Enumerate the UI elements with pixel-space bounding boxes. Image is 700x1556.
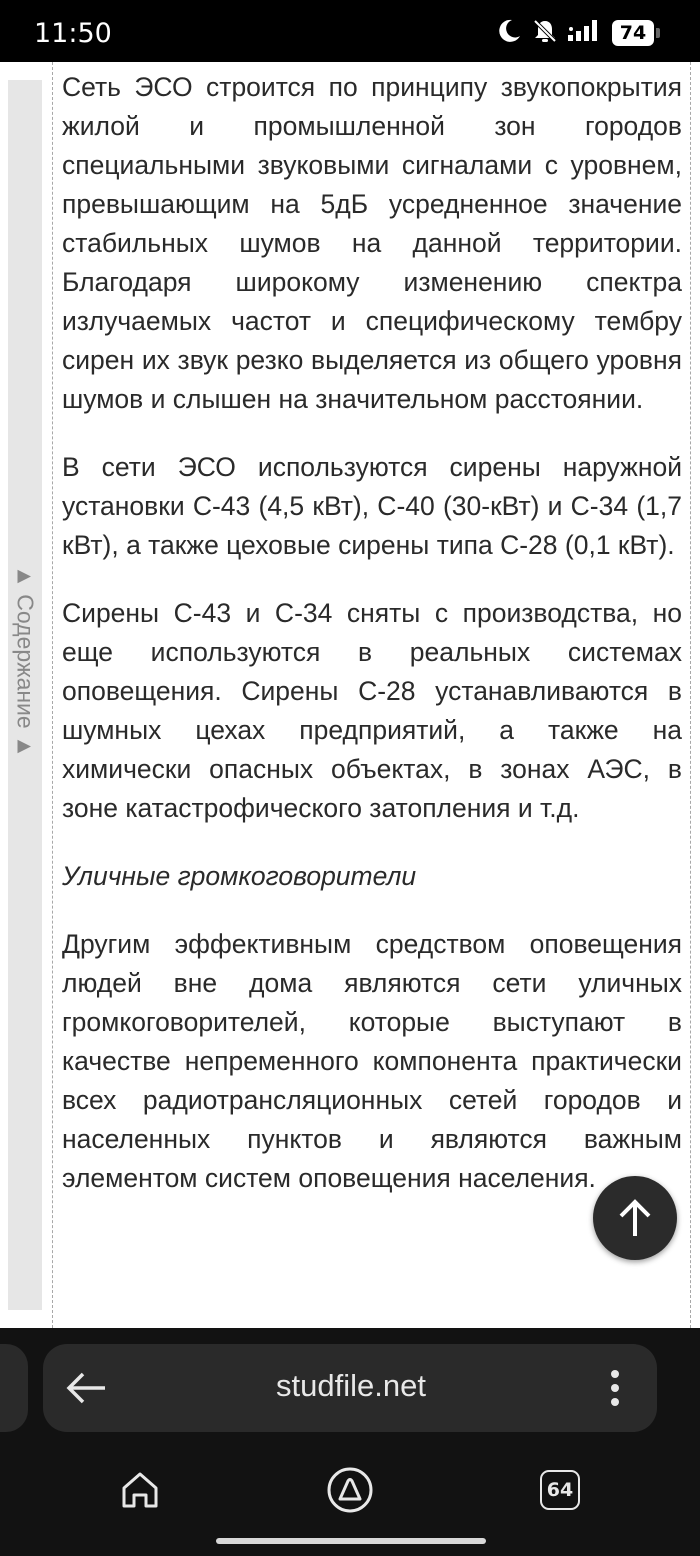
gesture-bar[interactable]: [216, 1538, 486, 1544]
content-border-left: [52, 62, 53, 1328]
article-paragraph: В сети ЭСО используются сирены наружной установки С-43 (4,5 кВт), С-40 (30-кВт) и С-34 (1,7 кВт), а также цеховые сирены типа С-28 (0,1 кВт).: [62, 452, 682, 560]
scroll-to-top-button[interactable]: [593, 1176, 677, 1260]
section-heading: Уличные громкоговорители: [62, 861, 417, 891]
status-bar: [0, 0, 700, 62]
article-paragraph: Сирены С-43 и С-34 сняты с производства, но еще используются в реальных системах оповещения. Сирены С-28 устанавливаются в шумных цехах предприятий, а также на химически опасных объектах, в зонах АЭС, в зоне катастрофического затопления и т.д.: [62, 598, 682, 823]
signal-icon: [568, 19, 602, 47]
moon-icon: [496, 18, 522, 48]
browser-toolbar: [0, 1328, 700, 1448]
article-paragraph: Другим эффективным средством оповещения людей вне дома являются сети уличных громкоговорителей, которые выступают в качестве непременного компонента практически всех радиотрансляционных сетей городов и населенных пунктов и являются важным элементом систем оповещения населения.: [62, 929, 682, 1193]
status-icons: [496, 18, 654, 48]
home-button[interactable]: [112, 1462, 168, 1518]
address-bar[interactable]: [43, 1344, 657, 1432]
more-vert-icon: [609, 1368, 621, 1408]
page-content[interactable]: [0, 62, 700, 1328]
back-button[interactable]: [61, 1364, 111, 1412]
arrow-left-icon: [65, 1371, 107, 1405]
home-icon: [118, 1468, 162, 1512]
menu-button[interactable]: [595, 1364, 635, 1412]
assistant-button[interactable]: [322, 1462, 378, 1518]
previous-tab-pill[interactable]: [0, 1344, 28, 1432]
battery-level: 74: [619, 22, 647, 44]
article-paragraph: Сеть ЭСО строится по принципу звукопокрытия жилой и промышленной зон городов специальными звуковыми сигналами с уровнем, превышающим на 5дБ усредненное значение стабильных шумов на данной территории. Благодаря широкому изменению спектра излучаемых частот и специфическому тембру сирен их звук резко выделяется из общего уровня шумов и слышен на значительном расстоянии.: [62, 72, 682, 414]
tabs-count: 64: [540, 1470, 580, 1510]
tabs-button[interactable]: [532, 1462, 588, 1518]
toc-label[interactable]: ▲ Содержание ▲: [12, 565, 39, 758]
arrow-up-icon: [615, 1196, 655, 1240]
status-time: 11:50: [34, 18, 112, 49]
bottom-navigation: [0, 1448, 700, 1556]
alice-icon: [326, 1466, 374, 1514]
bell-off-icon: [532, 18, 558, 48]
article-body: [62, 68, 682, 1227]
url-text[interactable]: studfile.net: [276, 1368, 426, 1403]
battery-icon: [612, 20, 654, 46]
content-border-right: [690, 62, 691, 1328]
